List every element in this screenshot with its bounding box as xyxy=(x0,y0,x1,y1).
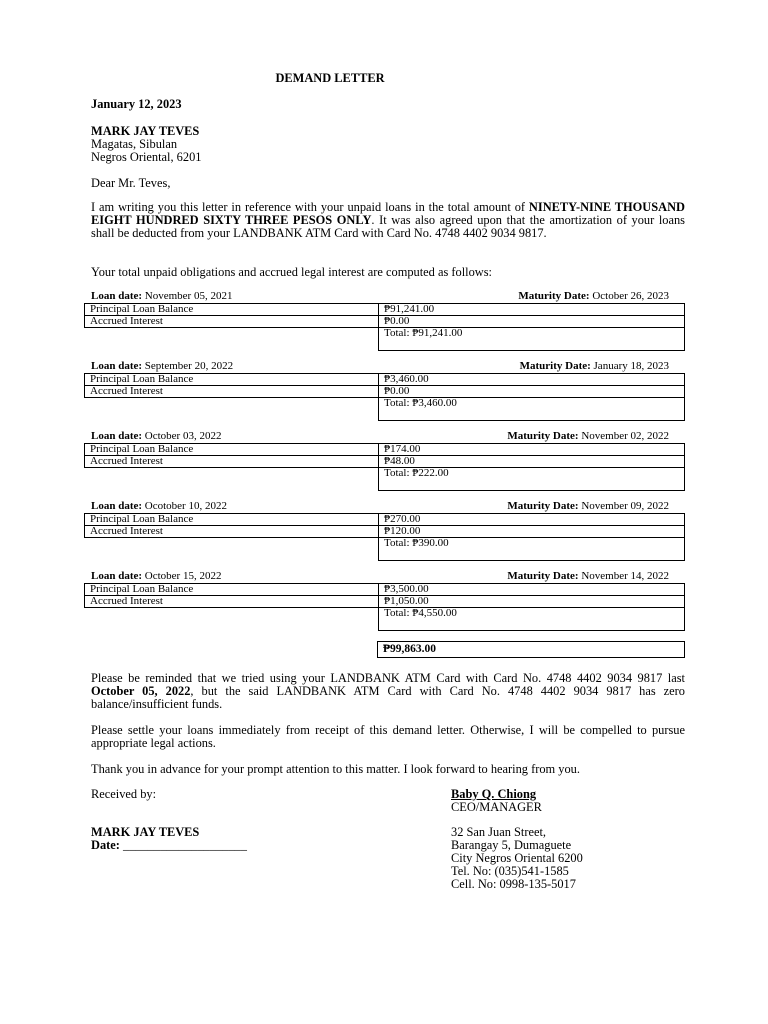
loan-date xyxy=(91,290,232,303)
table-row xyxy=(85,526,685,538)
loan-date-value: November 05, 2021 xyxy=(144,290,233,302)
maturity-date xyxy=(518,290,669,303)
principal-value: ₱3,460.00 xyxy=(379,374,685,386)
sender-address-line2: Barangay 5, Dumaguete xyxy=(451,838,572,852)
interest-label: Accrued Interest xyxy=(85,316,379,328)
paragraph-intro-text-end: . It was also agreed upon that the amortization of your loans shall be deducted from your LANDBANK ATM Card with Card No. 4748 4402 9034 9817. xyxy=(91,213,685,240)
loan-date xyxy=(91,570,221,583)
received-by-label: Received by: xyxy=(91,787,157,801)
maturity-date-label: Maturity Date: xyxy=(507,500,579,512)
letter-date: January 12, 2023 xyxy=(91,97,182,111)
loan-total: Total: ₱390.00 xyxy=(379,538,685,561)
principal-label: Principal Loan Balance xyxy=(85,374,379,386)
maturity-date-value: October 26, 2023 xyxy=(592,290,669,302)
loan-header xyxy=(91,430,685,443)
receiver-date-line: ____________________ xyxy=(123,838,247,852)
document-title: DEMAND LETTER xyxy=(275,71,385,85)
table-row xyxy=(85,584,685,596)
sender-position: CEO/MANAGER xyxy=(451,800,542,814)
loan-date-value: Ocotober 10, 2022 xyxy=(144,500,227,512)
loan-table xyxy=(84,443,685,491)
sender-address-line1: 32 San Juan Street, xyxy=(451,825,546,839)
table-row xyxy=(85,398,685,421)
interest-label: Accrued Interest xyxy=(85,596,379,608)
interest-value: ₱1,050.00 xyxy=(379,596,685,608)
loan-table xyxy=(84,303,685,351)
loan-date-label: Loan date: xyxy=(91,500,143,512)
paragraph-intro xyxy=(91,201,685,240)
loan-header xyxy=(91,500,685,513)
principal-label: Principal Loan Balance xyxy=(85,304,379,316)
table-row xyxy=(85,468,685,491)
amount-in-words: NINETY-NINE THOUSAND EIGHT HUNDRED SIXTY THREE PESOS ONLY xyxy=(91,200,685,227)
loan-date xyxy=(91,430,221,443)
maturity-date xyxy=(520,360,669,373)
paragraph-thanks: Thank you in advance for your prompt attention to this matter. I look forward to hearing from you. xyxy=(91,762,580,776)
table-row xyxy=(85,514,685,526)
maturity-date-value: November 02, 2022 xyxy=(581,430,669,442)
loan-date-label: Loan date: xyxy=(91,290,143,302)
loan-table xyxy=(84,583,685,631)
maturity-date-label: Maturity Date: xyxy=(518,290,590,302)
receiver-name: MARK JAY TEVES xyxy=(91,825,200,839)
principal-label: Principal Loan Balance xyxy=(85,444,379,456)
maturity-date xyxy=(507,500,669,513)
table-row xyxy=(85,538,685,561)
loan-date-label: Loan date: xyxy=(91,570,143,582)
principal-value: ₱270.00 xyxy=(379,514,685,526)
interest-label: Accrued Interest xyxy=(85,526,379,538)
paragraph-settle: Please settle your loans immediately from receipt of this demand letter. Otherwise, I will be compelled to pursue appropriate legal actions. xyxy=(91,723,685,750)
loan-date xyxy=(91,500,227,513)
interest-label: Accrued Interest xyxy=(85,386,379,398)
loan-header xyxy=(91,570,685,583)
principal-value: ₱91,241.00 xyxy=(379,304,685,316)
principal-label: Principal Loan Balance xyxy=(85,514,379,526)
interest-label: Accrued Interest xyxy=(85,456,379,468)
maturity-date-value: November 14, 2022 xyxy=(581,570,669,582)
loan-table xyxy=(84,513,685,561)
maturity-date xyxy=(507,570,669,583)
interest-value: ₱0.00 xyxy=(379,386,685,398)
paragraph-atm-text: Please be reminded that we tried using your LANDBANK ATM Card with Card No. 4748 4402 9034 9817 last xyxy=(91,671,685,685)
sender-tel: Tel. No: (035)541-1585 xyxy=(451,864,569,878)
paragraph-atm-reminder xyxy=(91,672,685,711)
principal-value: ₱3,500.00 xyxy=(379,584,685,596)
salutation: Dear Mr. Teves, xyxy=(91,176,171,190)
recipient-name: MARK JAY TEVES xyxy=(91,124,200,138)
sender-cell: Cell. No: 0998-135-5017 xyxy=(451,877,576,891)
interest-value: ₱48.00 xyxy=(379,456,685,468)
grand-total: ₱99,863.00 xyxy=(377,641,685,658)
receiver-date-label: Date: xyxy=(91,838,120,852)
recipient-address-line2: Negros Oriental, 6201 xyxy=(91,150,202,164)
principal-value: ₱174.00 xyxy=(379,444,685,456)
loan-total: Total: ₱3,460.00 xyxy=(379,398,685,421)
recipient-address-line1: Magatas, Sibulan xyxy=(91,137,178,151)
loan-total: Total: ₱91,241.00 xyxy=(379,328,685,351)
paragraph-computation: Your total unpaid obligations and accrued legal interest are computed as follows: xyxy=(91,265,492,279)
loan-table xyxy=(84,373,685,421)
table-row xyxy=(85,374,685,386)
principal-label: Principal Loan Balance xyxy=(85,584,379,596)
maturity-date-label: Maturity Date: xyxy=(507,570,579,582)
table-row xyxy=(85,444,685,456)
maturity-date-value: January 18, 2023 xyxy=(593,360,669,372)
table-row xyxy=(85,456,685,468)
loan-date-label: Loan date: xyxy=(91,360,143,372)
loan-date-value: October 03, 2022 xyxy=(144,430,222,442)
maturity-date-label: Maturity Date: xyxy=(507,430,579,442)
loan-header xyxy=(91,360,685,373)
attempt-date: October 05, 2022 xyxy=(91,684,191,698)
table-row xyxy=(85,316,685,328)
loan-date-label: Loan date: xyxy=(91,430,143,442)
loan-date-value: October 15, 2022 xyxy=(144,570,222,582)
sender-name: Baby Q. Chiong xyxy=(451,787,537,801)
loan-date-value: September 20, 2022 xyxy=(144,360,234,372)
paragraph-atm-text-end: , but the said LANDBANK ATM Card with Card No. 4748 4402 9034 9817 has zero balance/insufficient funds. xyxy=(91,684,685,711)
table-row xyxy=(85,328,685,351)
receiver-date xyxy=(91,839,247,852)
maturity-date xyxy=(507,430,669,443)
loan-header xyxy=(91,290,685,303)
table-row xyxy=(85,304,685,316)
table-row xyxy=(85,608,685,631)
table-row xyxy=(85,596,685,608)
loan-total: Total: ₱4,550.00 xyxy=(379,608,685,631)
maturity-date-value: November 09, 2022 xyxy=(581,500,669,512)
table-row xyxy=(85,386,685,398)
paragraph-intro-text: I am writing you this letter in reference with your unpaid loans in the total amount of xyxy=(91,200,529,214)
loan-total: Total: ₱222.00 xyxy=(379,468,685,491)
maturity-date-label: Maturity Date: xyxy=(519,360,591,372)
interest-value: ₱0.00 xyxy=(379,316,685,328)
loan-date xyxy=(91,360,233,373)
interest-value: ₱120.00 xyxy=(379,526,685,538)
sender-address-line3: City Negros Oriental 6200 xyxy=(451,851,583,865)
